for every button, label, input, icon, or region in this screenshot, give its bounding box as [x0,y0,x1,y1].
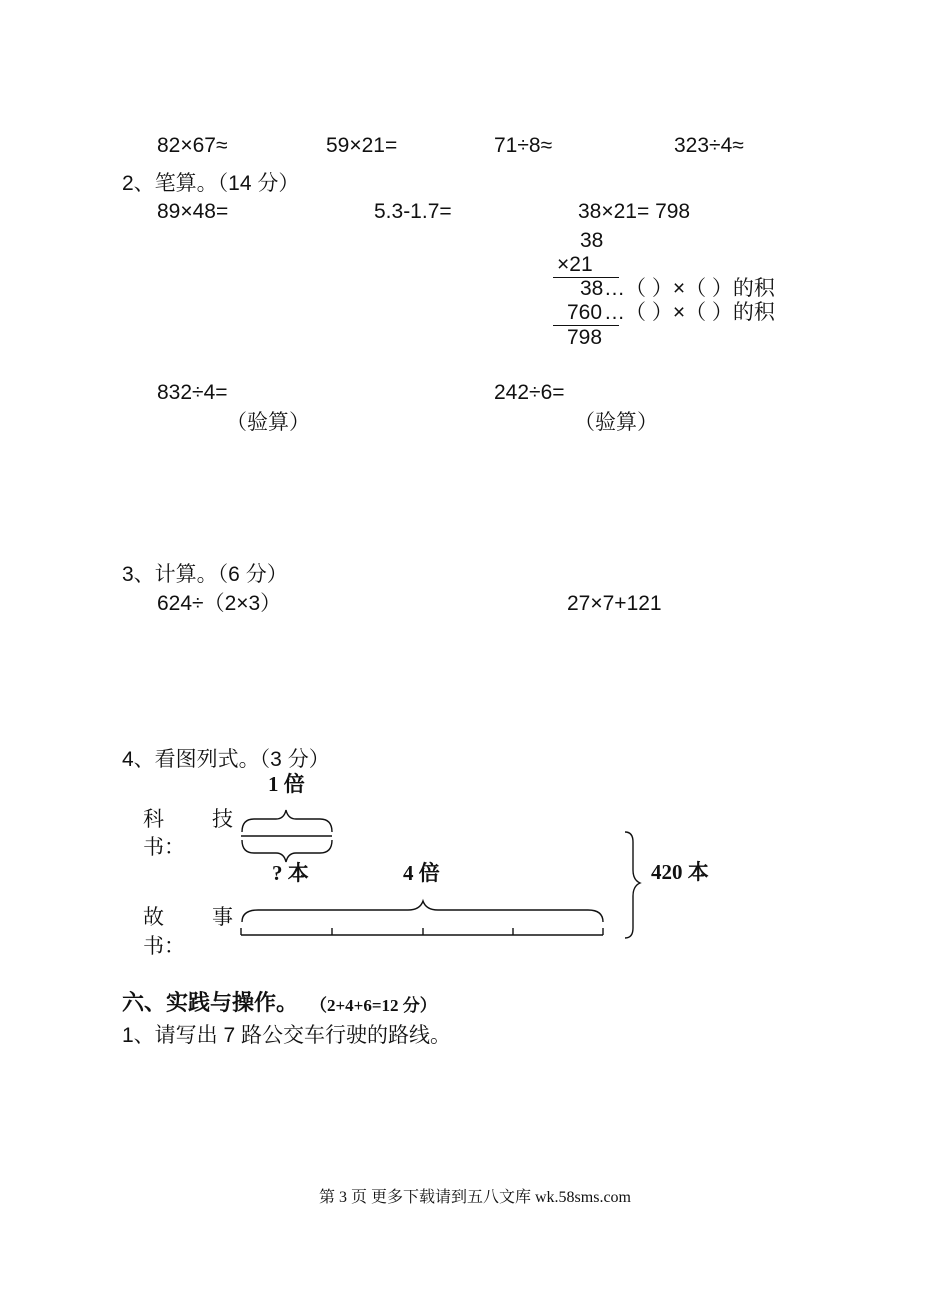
top-brace [242,810,332,832]
total-brace [625,832,640,938]
q3-problem-1: 624÷（2×3） [157,592,282,615]
q2-problem-5: 242÷6= [494,381,565,404]
estimate-3: 71÷8≈ [494,134,553,157]
q4-story-label-c: 书： [143,935,185,958]
vertical-multiplicand: 38 [580,229,604,252]
footer: 第 3 页 更多下载请到五八文库 wk.58sms.com [318,1189,631,1206]
q2-problem-3: 38×21= 798 [578,200,691,223]
q4-one-times: 1 倍 [268,772,305,796]
q4-sci-label-a: 科 [143,808,164,831]
q3-problem-2: 27×7+121 [567,592,662,615]
q4-four-times: 4 倍 [403,861,440,885]
q4-total: 420 本 [651,860,709,884]
q2-problem-4: 832÷4= [157,381,228,404]
q4-sci-label-c: 书： [143,836,185,859]
q2-problem-2: 5.3-1.7= [374,200,452,223]
vertical-partial-1-note: …（ ）×（ ）的积 [604,277,775,300]
vertical-partial-2-note: …（ ）×（ ）的积 [604,301,775,324]
q4-sci-label-b: 技 [212,808,233,831]
story-brace [242,901,603,922]
q4-story-label-b: 事 [212,906,233,929]
bottom-brace [242,840,332,862]
q4-title: 4、看图列式。（3 分） [122,748,330,771]
section6-title: 六、实践与操作。 [122,990,299,1015]
section6-points: （2+4+6=12 分） [310,996,437,1015]
vertical-partial-2: 760 [567,301,603,324]
estimate-4: 323÷4≈ [674,134,744,157]
q4-question: ? 本 [272,861,309,885]
section6-q1: 1、请写出 7 路公交车行驶的路线。 [122,1024,452,1047]
estimate-2: 59×21= [326,134,398,157]
q3-title: 3、计算。（6 分） [122,563,288,586]
q2-problem-1: 89×48= [157,200,229,223]
vertical-partial-1: 38 [580,277,604,300]
check-label-2: （验算） [574,411,658,434]
vertical-result: 798 [567,326,603,349]
vertical-multiplier: ×21 [557,253,593,276]
check-label-1: （验算） [226,411,310,434]
q4-story-label-a: 故 [143,906,164,929]
q2-title: 2、笔算。（14 分） [122,172,300,195]
estimate-1: 82×67≈ [157,134,228,157]
